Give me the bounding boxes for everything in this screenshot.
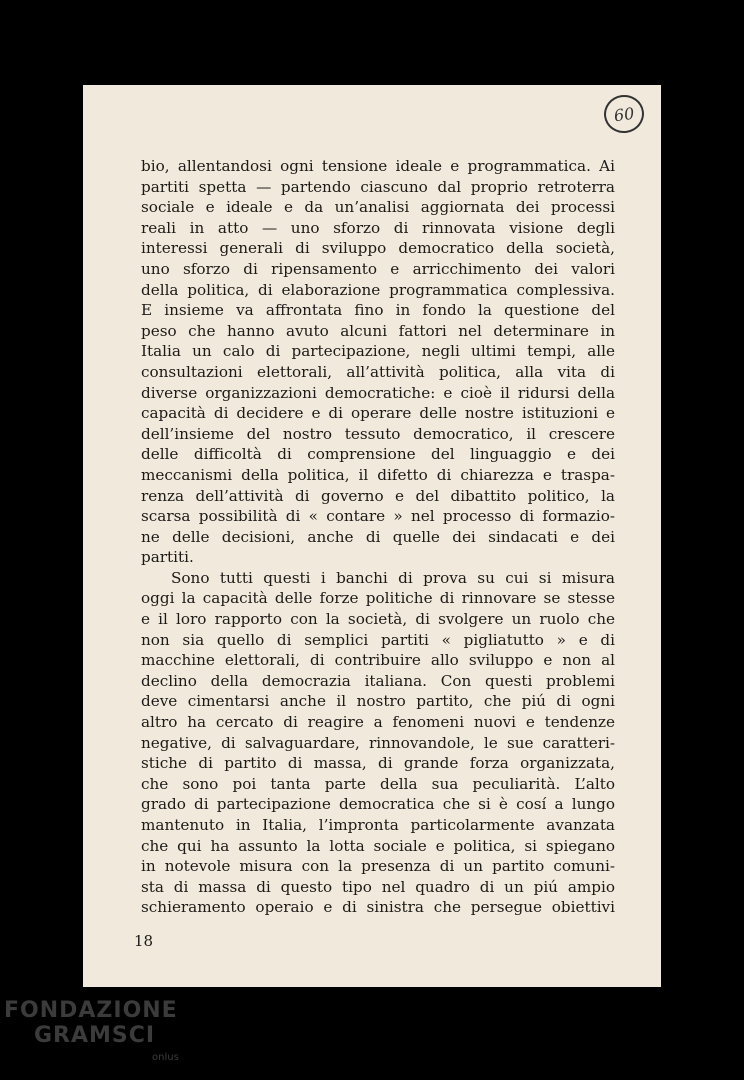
logo-line-2: GRAMSCI <box>34 1023 156 1048</box>
text-line: dell’insieme del nostro tessuto democratico, il crescere <box>141 424 615 443</box>
text-line: capacità di decidere e di operare delle nostre istituzioni e <box>141 404 615 423</box>
logo-line-1: FONDAZIONE <box>4 998 178 1023</box>
text-line: Sono tutti questi i banchi di prova su cui si misura <box>171 568 615 587</box>
page-number: 18 <box>134 932 154 950</box>
text-line: peso che hanno avuto alcuni fattori nel determinare in <box>141 321 615 340</box>
text-line: sociale e ideale e da un’analisi aggiornata dei processi <box>141 198 615 217</box>
text-line: scarsa possibilità di « contare » nel processo di formazio- <box>141 507 615 526</box>
text-line: renza dell’attività di governo e del dibattito politico, la <box>141 486 615 505</box>
text-line: stiche di partito di massa, di grande forza organizzata, <box>141 754 615 773</box>
logo-line-3: onlus <box>152 1052 179 1063</box>
text-line: reali in atto — uno sforzo di rinnovata visione degli <box>141 218 615 237</box>
text-line: e il loro rapporto con la società, di svolgere un ruolo che <box>141 610 615 629</box>
text-line: non sia quello di semplici partiti « pigliatutto » e di <box>141 630 615 649</box>
text-line: schieramento operaio e di sinistra che persegue obiettivi <box>141 898 615 917</box>
handwritten-page-annotation: 60 <box>602 92 647 135</box>
text-line: altro ha cercato di reagire a fenomeni nuovi e tendenze <box>141 713 615 732</box>
text-line: che sono poi tanta parte della sua peculiarità. L’alto <box>141 774 615 793</box>
text-line: partiti spetta — partendo ciascuno dal proprio retroterra <box>141 177 615 196</box>
text-line: grado di partecipazione democratica che si è cosí a lungo <box>141 795 615 814</box>
text-line: partiti. <box>141 548 194 567</box>
text-line: uno sforzo di ripensamento e arricchimento dei valori <box>141 259 615 278</box>
text-line: oggi la capacità delle forze politiche di rinnovare se stesse <box>141 589 615 608</box>
text-line: in notevole misura con la presenza di un partito comuni- <box>141 857 615 876</box>
text-line: interessi generali di sviluppo democratico della società, <box>141 239 615 258</box>
text-line: macchine elettorali, di contribuire allo sviluppo e non al <box>141 651 615 670</box>
text-line: diverse organizzazioni democratiche: e cioè il ridursi della <box>141 383 615 402</box>
text-line: che qui ha assunto la lotta sociale e politica, si spiegano <box>141 836 615 855</box>
text-line: meccanismi della politica, il difetto di chiarezza e traspa- <box>141 465 615 484</box>
text-line: mantenuto in Italia, l’impronta particolarmente avanzata <box>141 816 615 834</box>
text-line: ne delle decisioni, anche di quelle dei sindacati e dei <box>141 527 615 546</box>
text-line: consultazioni elettorali, all’attività politica, alla vita di <box>141 362 615 381</box>
fondazione-gramsci-logo <box>4 998 182 1070</box>
page-text-body <box>141 156 615 918</box>
text-line: delle difficoltà di comprensione del linguaggio e dei <box>141 445 615 464</box>
text-line: Italia un calo di partecipazione, negli ultimi tempi, alle <box>141 342 615 361</box>
text-line: negative, di salvaguardare, rinnovandole, le sue caratteri- <box>141 733 615 752</box>
text-line: bio, allentandosi ogni tensione ideale e programmatica. Ai <box>141 157 615 175</box>
text-line: declino della democrazia italiana. Con questi problemi <box>141 671 615 690</box>
text-line: deve cimentarsi anche il nostro partito, che piú di ogni <box>141 692 615 711</box>
text-line: E insieme va affrontata fino in fondo la questione del <box>141 301 615 320</box>
text-line: sta di massa di questo tipo nel quadro di un piú ampio <box>141 877 615 896</box>
text-line: della politica, di elaborazione programmatica complessiva. <box>141 280 615 299</box>
